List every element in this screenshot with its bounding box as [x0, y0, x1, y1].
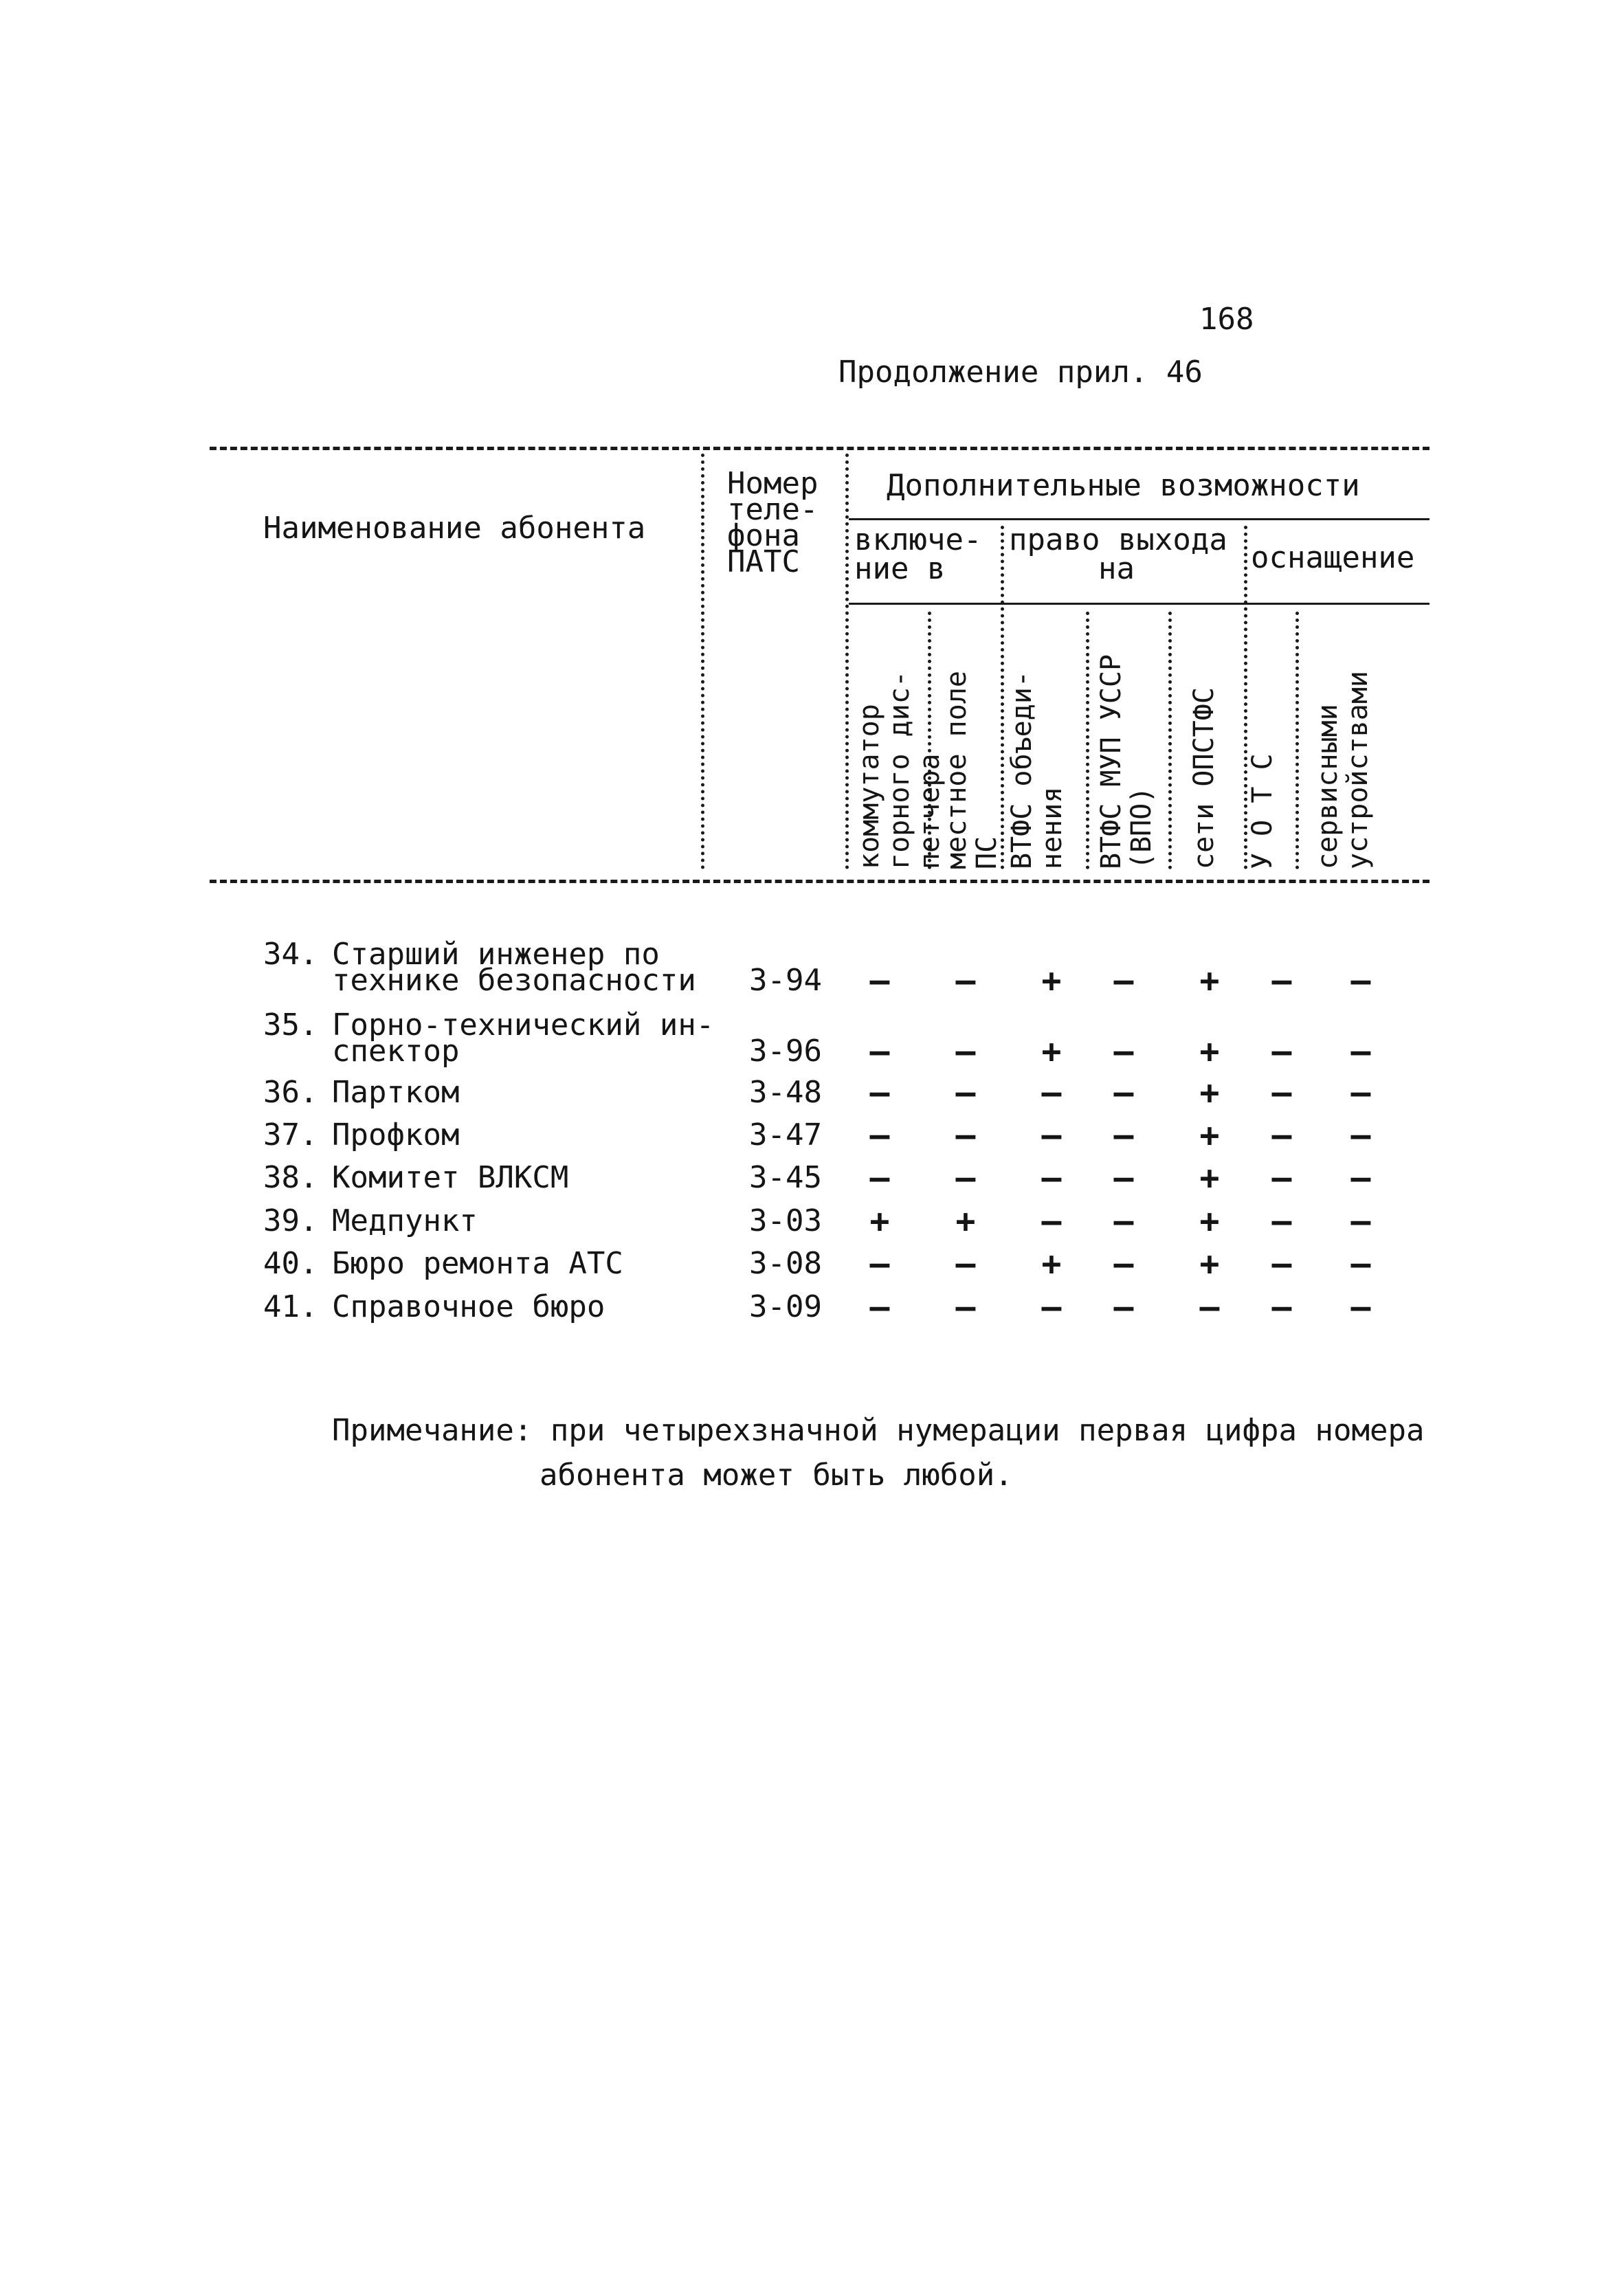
row-name-line: Горно-технический ин- [332, 1007, 715, 1043]
header-col-line: нения [1036, 786, 1068, 869]
row-number: 36. [263, 1075, 318, 1110]
row-name-line: Партком [332, 1075, 460, 1110]
row-phone: 3-09 [749, 1289, 822, 1324]
col-sep-name-phone [701, 454, 704, 869]
header-col-line: ВТФС МУП УССР [1095, 654, 1127, 869]
col-sep-3-4 [1086, 612, 1089, 869]
row-name-line: спектор [332, 1034, 460, 1069]
row-mark: – [955, 1032, 976, 1071]
header-col-dispatcher-switchboard [854, 671, 945, 869]
header-col-line: устройствами [1342, 671, 1374, 869]
row-mark: – [1271, 1116, 1292, 1155]
header-phone-line: ПАТС [727, 544, 800, 579]
header-exit-line: право выхода [1009, 522, 1227, 557]
header-col-uots [1247, 753, 1278, 869]
header-phone-line: фона [727, 518, 800, 553]
row-mark: + [1199, 961, 1220, 1000]
row-mark: – [955, 961, 976, 1000]
header-subrule-1 [849, 518, 1430, 520]
row-mark: – [1271, 1245, 1292, 1283]
table-header-bottom-rule [210, 880, 1430, 883]
header-col-line: коммутатор [854, 704, 885, 869]
row-phone: 3-47 [749, 1117, 822, 1152]
row-name-line: Старший инженер по [332, 937, 660, 972]
row-name-line: Справочное бюро [332, 1289, 605, 1324]
row-mark: + [1199, 1245, 1220, 1283]
row-mark: + [869, 1202, 890, 1240]
header-col-line: местное поле [941, 671, 972, 869]
row-mark: – [1041, 1116, 1062, 1155]
header-additional-capabilities: Дополнительные возможности [887, 468, 1360, 503]
header-col-vtfs-mup [1096, 654, 1157, 869]
row-mark: – [1271, 1202, 1292, 1240]
header-subscriber-name: Наименование абонента [263, 511, 646, 546]
row-name-line: Профком [332, 1117, 460, 1152]
row-mark: – [1271, 1288, 1292, 1326]
row-mark: + [955, 1202, 976, 1240]
row-mark: – [1113, 961, 1134, 1000]
continuation-title: Продолжение прил. 46 [838, 355, 1203, 390]
row-mark: – [1113, 1032, 1134, 1071]
row-phone: 3-94 [749, 963, 822, 998]
header-col-line: ПС [971, 836, 1003, 869]
row-mark: + [1199, 1073, 1220, 1112]
row-mark: – [955, 1159, 976, 1197]
row-mark: + [1199, 1032, 1220, 1071]
header-exit-right [1009, 522, 1227, 586]
header-equipment: оснащение [1251, 540, 1415, 575]
header-col-local-field [942, 671, 1002, 869]
note-line1: при четырехзначной нумерации первая цифра номера [550, 1413, 1425, 1448]
row-phone: 3-03 [749, 1203, 822, 1238]
row-mark: + [1199, 1159, 1220, 1197]
table-top-rule [210, 447, 1430, 450]
row-mark: – [869, 1288, 890, 1326]
row-mark: – [1041, 1288, 1062, 1326]
row-mark: – [869, 1159, 890, 1197]
row-mark: – [1350, 1245, 1371, 1283]
row-mark: – [1350, 1032, 1371, 1071]
row-mark: – [1350, 1159, 1371, 1197]
header-phone-number [727, 466, 819, 579]
header-inclusion-line: включе- [854, 522, 982, 557]
row-mark: – [1113, 1288, 1134, 1326]
row-mark: – [869, 1116, 890, 1155]
header-phone-line: теле- [727, 492, 819, 527]
row-mark: + [1199, 1116, 1220, 1155]
row-number: 37. [263, 1117, 318, 1152]
row-number: 34. [263, 937, 318, 972]
row-phone: 3-96 [749, 1034, 822, 1069]
row-number: 41. [263, 1289, 318, 1324]
row-mark: – [955, 1245, 976, 1283]
row-mark: – [955, 1116, 976, 1155]
header-col-line: сервисными [1312, 704, 1344, 869]
header-col-opstfs-network [1189, 687, 1219, 869]
row-number: 35. [263, 1007, 318, 1043]
row-mark: – [1350, 961, 1371, 1000]
row-mark: + [1041, 1245, 1062, 1283]
header-col-line: петчера [914, 753, 946, 869]
row-mark: – [1113, 1245, 1134, 1283]
row-number: 39. [263, 1203, 318, 1238]
row-mark: – [1113, 1116, 1134, 1155]
row-name-line: Бюро ремонта АТС [332, 1246, 623, 1281]
row-mark: – [869, 1245, 890, 1283]
row-mark: + [1041, 1032, 1062, 1071]
row-mark: – [1271, 961, 1292, 1000]
header-col-service-devices [1313, 671, 1373, 869]
row-number: 40. [263, 1246, 318, 1281]
row-mark: – [1271, 1159, 1292, 1197]
row-phone: 3-48 [749, 1075, 822, 1110]
row-mark: – [1113, 1073, 1134, 1112]
header-exit-line: на [1098, 551, 1135, 586]
row-mark: – [1350, 1116, 1371, 1155]
page-number: 168 [1199, 302, 1254, 337]
row-mark: – [869, 961, 890, 1000]
row-mark: – [955, 1288, 976, 1326]
header-col-line: ВТФС объеди- [1006, 671, 1038, 869]
note-label: Примечание: [332, 1413, 533, 1448]
row-mark: – [1350, 1288, 1371, 1326]
row-mark: + [1041, 961, 1062, 1000]
header-inclusion-line: ние в [854, 551, 946, 586]
row-mark: – [1041, 1073, 1062, 1112]
row-mark: – [1271, 1032, 1292, 1071]
note [332, 1412, 1424, 1449]
row-name-line: Медпункт [332, 1203, 478, 1238]
row-mark: – [869, 1073, 890, 1112]
row-number: 38. [263, 1160, 318, 1195]
row-phone: 3-08 [749, 1246, 822, 1281]
header-col-line: У О Т С [1247, 753, 1278, 869]
header-subrule-2 [849, 603, 1430, 605]
row-mark: – [869, 1032, 890, 1071]
row-mark: – [1041, 1202, 1062, 1240]
row-mark: – [1113, 1202, 1134, 1240]
header-col-vtfs-association [1007, 671, 1067, 869]
col-sep-phone-extra [845, 454, 849, 869]
row-mark: – [1113, 1159, 1134, 1197]
row-mark: – [1350, 1073, 1371, 1112]
row-mark: – [1041, 1159, 1062, 1197]
header-col-line: горного дис- [884, 671, 915, 869]
row-mark: – [1350, 1202, 1371, 1240]
header-col-line: (ВПО) [1126, 786, 1157, 869]
row-mark: – [955, 1073, 976, 1112]
row-mark: – [1199, 1288, 1220, 1326]
note-line2: абонента может быть любой. [540, 1458, 1013, 1493]
header-inclusion [854, 522, 982, 586]
row-name-line: технике безопасности [332, 963, 696, 998]
row-name-line: Комитет ВЛКСМ [332, 1160, 569, 1195]
col-sep-4-5 [1168, 612, 1172, 869]
header-col-line: сети ОПСТФС [1188, 687, 1220, 869]
row-mark: + [1199, 1202, 1220, 1240]
col-sep-6-7 [1295, 612, 1299, 869]
header-phone-line: Номер [727, 466, 819, 501]
row-phone: 3-45 [749, 1160, 822, 1195]
row-mark: – [1271, 1073, 1292, 1112]
